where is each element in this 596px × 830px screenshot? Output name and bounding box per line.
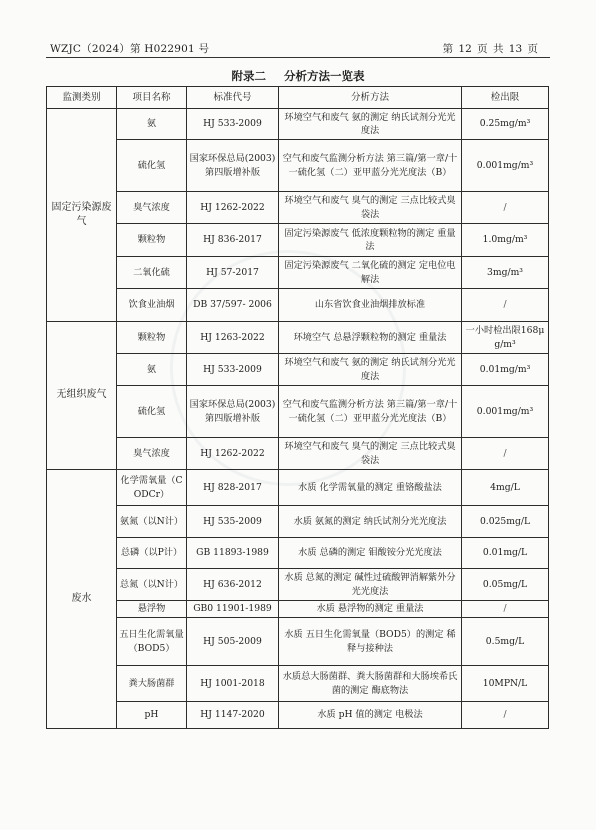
method-cell: 环境空气和废气 臭气的测定 三点比较式臭袋法 — [279, 192, 462, 224]
item-cell: 氨 — [117, 109, 187, 140]
table-row — [47, 618, 549, 666]
limit-cell: / — [462, 601, 549, 618]
table-row — [47, 438, 549, 470]
column-header: 项目名称 — [117, 87, 187, 109]
method-cell: 环境空气 总悬浮颗粒物的测定 重量法 — [279, 322, 462, 354]
column-header: 检出限 — [462, 87, 549, 109]
code-cell: HJ 1147-2020 — [187, 702, 279, 729]
code-cell: HJ 828-2017 — [187, 470, 279, 506]
table-caption — [0, 68, 596, 84]
limit-cell: 0.25mg/m³ — [462, 109, 549, 140]
code-cell: HJ 836-2017 — [187, 224, 279, 257]
item-cell: 臭气浓度 — [117, 438, 187, 470]
table-row — [47, 506, 549, 538]
document-number: WZJC（2024）第 H022901 号 — [50, 43, 210, 55]
table-row — [47, 257, 549, 289]
limit-cell: 4mg/L — [462, 470, 549, 506]
column-header: 分析方法 — [279, 87, 462, 109]
limit-cell: 0.01mg/L — [462, 538, 549, 569]
method-cell: 环境空气和废气 臭气的测定 三点比较式臭袋法 — [279, 438, 462, 470]
limit-cell: 0.5mg/L — [462, 618, 549, 666]
item-cell: 氨氮（以N计） — [117, 506, 187, 538]
table-row — [47, 322, 549, 354]
table-row — [47, 601, 549, 618]
table-row — [47, 140, 549, 192]
limit-cell: 0.05mg/L — [462, 569, 549, 601]
limit-cell: 0.001mg/m³ — [462, 386, 549, 438]
method-cell: 环境空气和废气 氨的测定 纳氏试剂分光光度法 — [279, 354, 462, 386]
item-cell: 化学需氧量（CODCr） — [117, 470, 187, 506]
code-cell: HJ 505-2009 — [187, 618, 279, 666]
method-cell: 水质 五日生化需氧量（BOD5）的测定 稀释与接种法 — [279, 618, 462, 666]
table-row — [47, 569, 549, 601]
code-cell: DB 37/597- 2006 — [187, 289, 279, 322]
table-row — [47, 289, 549, 322]
page-info: 第 12 页 共 13 页 — [442, 43, 538, 55]
code-cell: HJ 1263-2022 — [187, 322, 279, 354]
method-cell: 山东省饮食业油烟排放标准 — [279, 289, 462, 322]
method-cell: 水质 总磷的测定 钼酸铵分光光度法 — [279, 538, 462, 569]
code-cell: GB 11893-1989 — [187, 538, 279, 569]
analysis-methods-table — [46, 86, 549, 729]
method-cell: 水质 总氮的测定 碱性过硫酸钾消解紫外分光光度法 — [279, 569, 462, 601]
method-cell: 固定污染源废气 二氧化硫的测定 定电位电解法 — [279, 257, 462, 289]
limit-cell: / — [462, 192, 549, 224]
appendix-label: 附录二 — [231, 69, 266, 83]
limit-cell: 10MPN/L — [462, 666, 549, 702]
item-cell: pH — [117, 702, 187, 729]
limit-cell: / — [462, 702, 549, 729]
method-cell: 固定污染源废气 低浓度颗粒物的测定 重量法 — [279, 224, 462, 257]
table-row — [47, 538, 549, 569]
column-header: 监测类别 — [47, 87, 117, 109]
item-cell: 臭气浓度 — [117, 192, 187, 224]
item-cell: 硫化氢 — [117, 140, 187, 192]
limit-cell: / — [462, 438, 549, 470]
item-cell: 氨 — [117, 354, 187, 386]
item-cell: 总磷（以P计） — [117, 538, 187, 569]
table-row — [47, 354, 549, 386]
category-cell: 废水 — [47, 470, 117, 729]
limit-cell: 3mg/m³ — [462, 257, 549, 289]
table-row — [47, 109, 549, 140]
category-cell: 无组织废气 — [47, 322, 117, 470]
limit-cell: 0.025mg/L — [462, 506, 549, 538]
item-cell: 二氧化硫 — [117, 257, 187, 289]
table-title: 分析方法一览表 — [284, 69, 365, 83]
code-cell: 国家环保总局(2003)第四版增补版 — [187, 386, 279, 438]
method-cell: 环境空气和废气 氨的测定 纳氏试剂分光光度法 — [279, 109, 462, 140]
code-cell: HJ 535-2009 — [187, 506, 279, 538]
header-divider — [46, 57, 550, 58]
limit-cell: 0.001mg/m³ — [462, 140, 549, 192]
code-cell: GB0 11901-1989 — [187, 601, 279, 618]
method-cell: 水质总大肠菌群、粪大肠菌群和大肠埃希氏菌的测定 酶底物法 — [279, 666, 462, 702]
method-cell: 水质 悬浮物的测定 重量法 — [279, 601, 462, 618]
item-cell: 五日生化需氧量（BOD5） — [117, 618, 187, 666]
item-cell: 硫化氢 — [117, 386, 187, 438]
code-cell: HJ 533-2009 — [187, 354, 279, 386]
code-cell: 国家环保总局(2003)第四版增补版 — [187, 140, 279, 192]
limit-cell: 1.0mg/m³ — [462, 224, 549, 257]
method-cell: 水质 氨氮的测定 纳氏试剂分光光度法 — [279, 506, 462, 538]
code-cell: HJ 1262-2022 — [187, 192, 279, 224]
table-row — [47, 192, 549, 224]
item-cell: 颗粒物 — [117, 322, 187, 354]
method-cell: 空气和废气监测分析方法 第三篇/第一章/十一硫化氢（二）亚甲蓝分光光度法（B） — [279, 140, 462, 192]
code-cell: HJ 1262-2022 — [187, 438, 279, 470]
method-cell: 水质 pH 值的测定 电极法 — [279, 702, 462, 729]
code-cell: HJ 636-2012 — [187, 569, 279, 601]
method-cell: 水质 化学需氧量的测定 重铬酸盐法 — [279, 470, 462, 506]
item-cell: 总氮（以N计） — [117, 569, 187, 601]
item-cell: 饮食业油烟 — [117, 289, 187, 322]
item-cell: 粪大肠菌群 — [117, 666, 187, 702]
code-cell: HJ 533-2009 — [187, 109, 279, 140]
table-row — [47, 224, 549, 257]
code-cell: HJ 1001-2018 — [187, 666, 279, 702]
limit-cell: 0.01mg/m³ — [462, 354, 549, 386]
table-row — [47, 470, 549, 506]
category-cell: 固定污染源废气 — [47, 109, 117, 322]
method-cell: 空气和废气监测分析方法 第三篇/第一章/十一硫化氢（二）亚甲蓝分光光度法（B） — [279, 386, 462, 438]
limit-cell: 一小时检出限168μg/m³ — [462, 322, 549, 354]
table-header — [47, 87, 549, 109]
column-header: 标准代号 — [187, 87, 279, 109]
table-row — [47, 386, 549, 438]
limit-cell: / — [462, 289, 549, 322]
item-cell: 悬浮物 — [117, 601, 187, 618]
table-row — [47, 666, 549, 702]
item-cell: 颗粒物 — [117, 224, 187, 257]
code-cell: HJ 57-2017 — [187, 257, 279, 289]
table-row — [47, 702, 549, 729]
